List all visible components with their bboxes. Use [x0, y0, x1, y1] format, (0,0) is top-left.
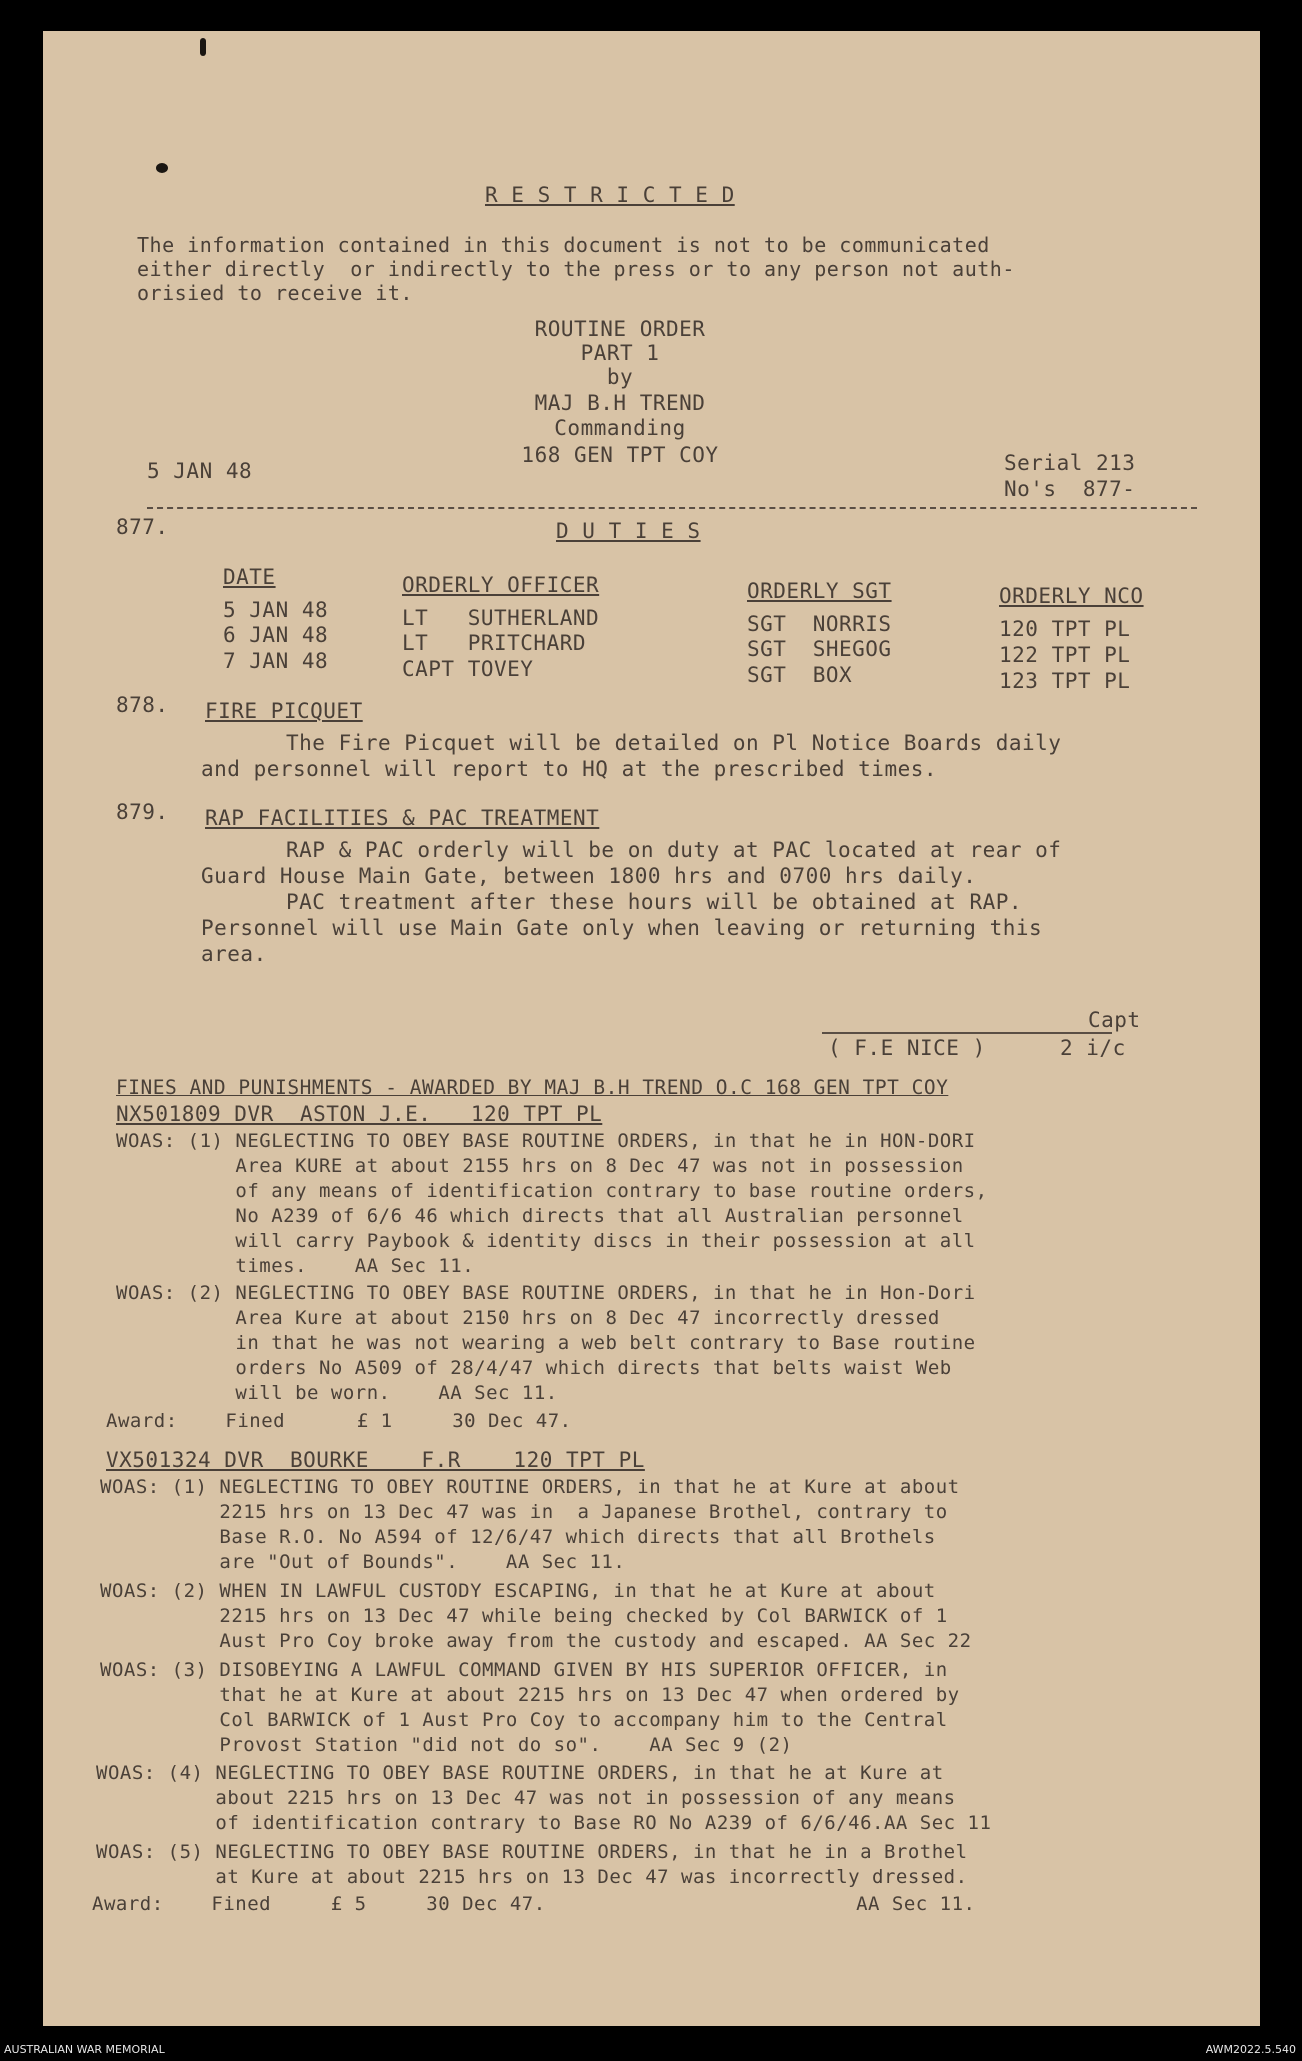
charge-line: No A239 of 6/6 46 which directs that all Australian personnel	[116, 1205, 964, 1227]
charge-line: that he at Kure at about 2215 hrs on 13 Dec 47 when ordered by	[100, 1684, 960, 1706]
charge-line: of any means of identification contrary to base routine orders,	[116, 1180, 988, 1202]
table-cell: SGT SHEGOG	[747, 637, 892, 661]
charge-line: WOAS: (3) DISOBEYING A LAWFUL COMMAND GIVEN BY HIS SUPERIOR OFFICER, in	[100, 1659, 948, 1681]
charge-line: WOAS: (2) NEGLECTING TO OBEY BASE ROUTINE ORDERS, in that he in Hon-Dori	[116, 1282, 976, 1304]
table-cell: SGT BOX	[747, 663, 853, 687]
warning-line: orisied to receive it.	[137, 281, 413, 305]
section-heading: D U T I E S	[556, 519, 701, 543]
charge-line: will be worn. AA Sec 11.	[116, 1382, 558, 1404]
award-line: Award: Fined £ 5 30 Dec 47. AA Sec 11.	[92, 1893, 976, 1915]
charge-line: WOAS: (4) NEGLECTING TO OBEY BASE ROUTINE ORDERS, in that he at Kure at	[96, 1762, 944, 1784]
table-cell: LT PRITCHARD	[402, 631, 587, 655]
section-heading: FINES AND PUNISHMENTS - AWARDED BY MAJ B.H TREND O.C 168 GEN TPT COY	[116, 1076, 949, 1099]
signature-name: ( F.E NICE )	[828, 1036, 986, 1060]
footer-credit: AUSTRALIAN WAR MEMORIAL	[4, 2043, 165, 2056]
order-title: PART 1	[580, 341, 660, 365]
warning-line: either directly or indirectly to the press or to any person not auth-	[137, 257, 1015, 281]
order-title: Commanding	[554, 416, 686, 440]
table-cell: CAPT TOVEY	[402, 657, 534, 681]
soldier-line: VX501324 DVR BOURKE F.R 120 TPT PL	[106, 1448, 645, 1472]
award-line: Award: Fined £ 1 30 Dec 47.	[106, 1410, 572, 1432]
body-line: Personnel will use Main Gate only when leaving or returning this	[201, 916, 1043, 940]
charge-line: Area KURE at about 2155 hrs on 8 Dec 47 was not in possession	[116, 1155, 964, 1177]
charge-line: WOAS: (5) NEGLECTING TO OBEY BASE ROUTINE ORDERS, in that he in a Brothel	[96, 1841, 968, 1863]
charge-line: WOAS: (1) NEGLECTING TO OBEY BASE ROUTINE ORDERS, in that he in HON-DORI	[116, 1130, 976, 1152]
charge-line: 2215 hrs on 13 Dec 47 while being checked by Col BARWICK of 1	[100, 1605, 948, 1627]
item-number: 878.	[116, 693, 169, 717]
order-title: 168 GEN TPT COY	[521, 443, 719, 467]
signature-line	[822, 1032, 1112, 1034]
charge-line: of identification contrary to Base RO No A239 of 6/6/46.AA Sec 11	[96, 1812, 992, 1834]
column-header: ORDERLY OFFICER	[402, 573, 600, 597]
table-cell: 7 JAN 48	[223, 649, 329, 673]
table-cell: SGT NORRIS	[747, 612, 892, 636]
charge-line: Area Kure at about 2150 hrs on 8 Dec 47 incorrectly dressed	[116, 1307, 940, 1329]
order-numbers: No's 877-	[1004, 477, 1136, 501]
charge-line: 2215 hrs on 13 Dec 47 was in a Japanese Brothel, contrary to	[100, 1501, 948, 1523]
order-title: MAJ B.H TREND	[534, 391, 706, 415]
charge-line: times. AA Sec 11.	[116, 1255, 475, 1277]
body-line: The Fire Picquet will be detailed on Pl Notice Boards daily	[286, 731, 1062, 755]
section-heading: FIRE PICQUET	[205, 699, 363, 723]
order-title: by	[606, 365, 634, 389]
body-line: Guard House Main Gate, between 1800 hrs and 0700 hrs daily.	[201, 864, 977, 888]
charge-line: orders No A509 of 28/4/47 which directs that belts waist Web	[116, 1357, 952, 1379]
body-line: and personnel will report to HQ at the prescribed times.	[201, 757, 938, 781]
charge-line: Col BARWICK of 1 Aust Pro Coy to accompany him to the Central	[100, 1709, 948, 1731]
order-title: ROUTINE ORDER	[534, 317, 706, 341]
table-cell: LT SUTHERLAND	[402, 606, 600, 630]
charge-line: are "Out of Bounds". AA Sec 11.	[100, 1551, 626, 1573]
table-cell: 5 JAN 48	[223, 598, 329, 622]
item-number: 879.	[116, 800, 169, 824]
table-cell: 6 JAN 48	[223, 623, 329, 647]
table-cell: 123 TPT PL	[999, 669, 1131, 693]
classification-heading: R E S T R I C T E D	[485, 183, 735, 207]
charge-line: will carry Paybook & identity discs in their possession at all	[116, 1230, 976, 1252]
table-cell: 120 TPT PL	[999, 617, 1131, 641]
charge-line: at Kure at about 2215 hrs on 13 Dec 47 was incorrectly dressed.	[96, 1866, 968, 1888]
signature-rank: Capt	[1088, 1008, 1141, 1032]
charge-line: Provost Station "did not do so". AA Sec 9 (2)	[100, 1734, 793, 1756]
ink-spot	[200, 38, 206, 56]
body-line: PAC treatment after these hours will be obtained at RAP.	[286, 890, 1023, 914]
table-cell: 122 TPT PL	[999, 643, 1131, 667]
footer-accession: AWM2022.5.540	[1205, 2043, 1296, 2056]
charge-line: WOAS: (2) WHEN IN LAWFUL CUSTODY ESCAPING, in that he at Kure at about	[100, 1580, 936, 1602]
charge-line: Base R.O. No A594 of 12/6/47 which directs that all Brothels	[100, 1526, 936, 1548]
order-date: 5 JAN 48	[147, 459, 253, 483]
column-header: DATE	[223, 565, 276, 589]
body-line: RAP & PAC orderly will be on duty at PAC located at rear of	[286, 838, 1062, 862]
charge-line: in that he was not wearing a web belt contrary to Base routine	[116, 1332, 976, 1354]
serial-number: Serial 213	[1004, 451, 1136, 475]
warning-line: The information contained in this document is not to be communicated	[137, 233, 990, 257]
charge-line: Aust Pro Coy broke away from the custody and escaped. AA Sec 22	[100, 1630, 972, 1652]
signature-appointment: 2 i/c	[1060, 1036, 1126, 1060]
divider	[147, 507, 1197, 509]
body-line: area.	[201, 942, 267, 966]
soldier-line: NX501809 DVR ASTON J.E. 120 TPT PL	[116, 1102, 603, 1126]
section-heading: RAP FACILITIES & PAC TREATMENT	[205, 806, 600, 830]
column-header: ORDERLY NCO	[999, 584, 1144, 608]
ink-spot	[156, 163, 168, 173]
charge-line: WOAS: (1) NEGLECTING TO OBEY ROUTINE ORDERS, in that he at Kure at about	[100, 1476, 960, 1498]
column-header: ORDERLY SGT	[747, 579, 892, 603]
charge-line: about 2215 hrs on 13 Dec 47 was not in possession of any means	[96, 1787, 956, 1809]
item-number: 877.	[116, 515, 169, 539]
